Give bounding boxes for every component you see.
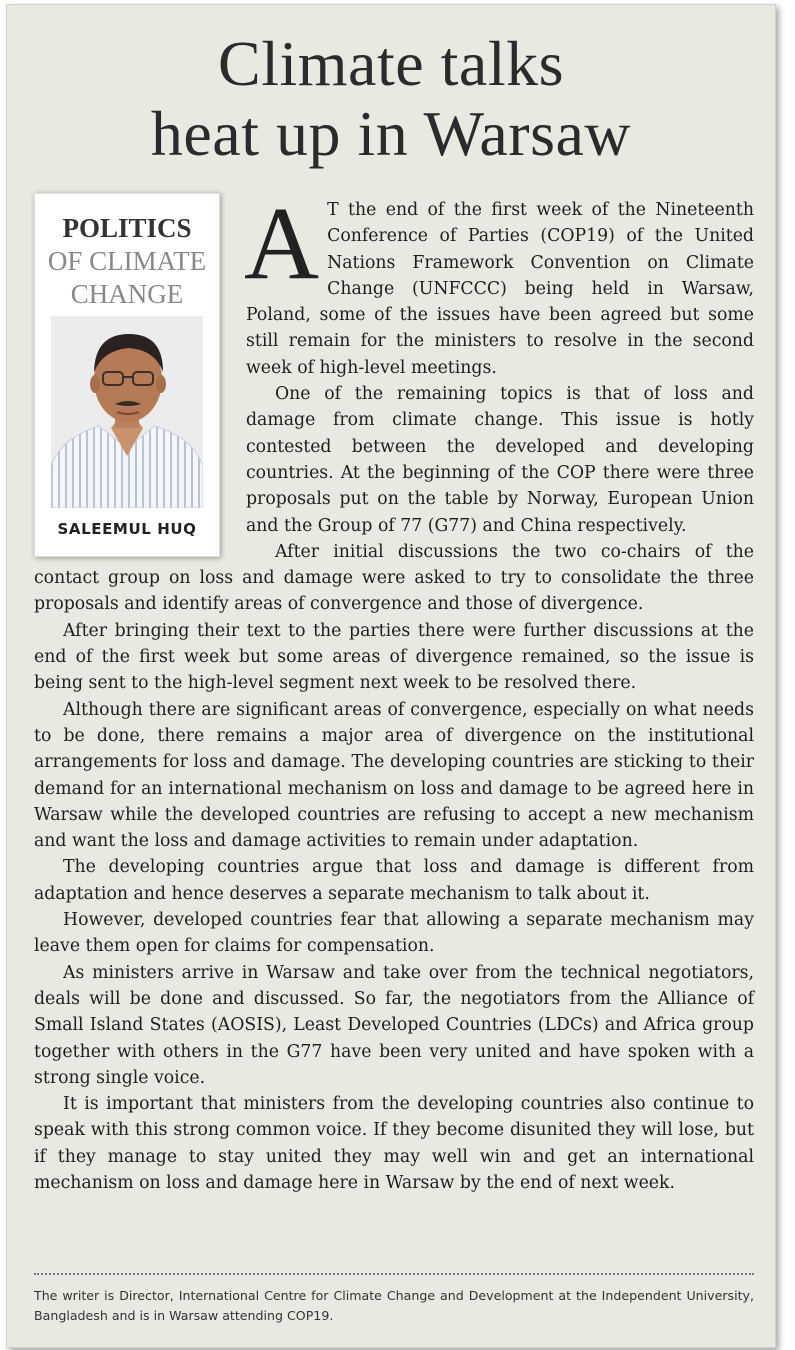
article-paragraph: As ministers arrive in Warsaw and take over from the technical negotiators, deals will be done and discussed. So far, the negotiators from the Alliance of Small Island States (AOSIS), Least Developed Countries (LDCs) and Africa group together with others in the G77 have been very united and have spoken with a strong single voice. (34, 962, 754, 1088)
drop-cap: A (244, 186, 320, 301)
article-paragraph: One of the remaining topics is that of loss and damage from climate change. This issue is hotly contested between the developed and developing countries. At the beginning of the COP there were three proposals put on the table by Norway, European Union and the Group of 77 (G77) and China respectively. (246, 384, 754, 536)
newspaper-page (6, 4, 776, 1348)
article-paragraph: After initial discussions the two co-chairs of the contact group on loss and damage were asked to try to consolidate the three proposals and identify areas of convergence and those of divergence. (34, 541, 754, 615)
article-paragraph: It is important that ministers from the developing countries also continue to speak with this strong common voice. If they become disunited they will lose, but if they manage to stay united they may well win and get an international mechanism on loss and damage here in Warsaw by the end of next week. (34, 1094, 754, 1193)
author-note: The writer is Director, International Centre for Climate Change and Development at the Independent University, Bangladesh and is in Warsaw attending COP19. (34, 1288, 754, 1323)
article-paragraph: After bringing their text to the parties there were further discussions at the end of the first week but some areas of divergence remained, so the issue is being sent to the high-level segment next week to be resolved there. (34, 620, 754, 694)
sidebar-spacer (34, 197, 246, 557)
article-paragraph: The developing countries argue that loss and damage is different from adaptation and hence deserves a separate mechanism to talk about it. (34, 857, 754, 904)
article-body (34, 186, 754, 1196)
headline (7, 29, 775, 169)
headline-line-1: Climate talks (218, 28, 564, 99)
column-title: POLITICS (62, 213, 192, 243)
article-paragraph: However, developed countries fear that allowing a separate mechanism may leave them open for claims for compensation. (34, 910, 754, 957)
article-paragraph: Although there are significant areas of convergence, especially on what needs to be done, there remains a major area of divergence on the institutional arrangements for loss and damage. The developing countries are sticking to their demand for an international mechanism on loss and damage to be agreed here in Warsaw while the developed countries are refusing to accept a new mechanism and want the loss and damage activities to remain under adaptation. (34, 699, 754, 852)
dotted-divider (34, 1273, 754, 1275)
author-byline: SALEEMUL HUQ (57, 520, 197, 538)
column-subtitle-line-2: CHANGE (70, 279, 184, 309)
column-subtitle-line-1: OF CLIMATE (47, 246, 207, 276)
headline-line-2: heat up in Warsaw (150, 98, 632, 169)
first-paragraph-text: T the end of the first week of the Nineteenth Conference of Parties (COP19) of the United Nations Framework Convention on Climate Change (UNFCCC) being held in Warsaw, Poland, some of the issues have been agreed but some still remain for the ministers to resolve in the second week of high-level meetings. (246, 200, 754, 378)
